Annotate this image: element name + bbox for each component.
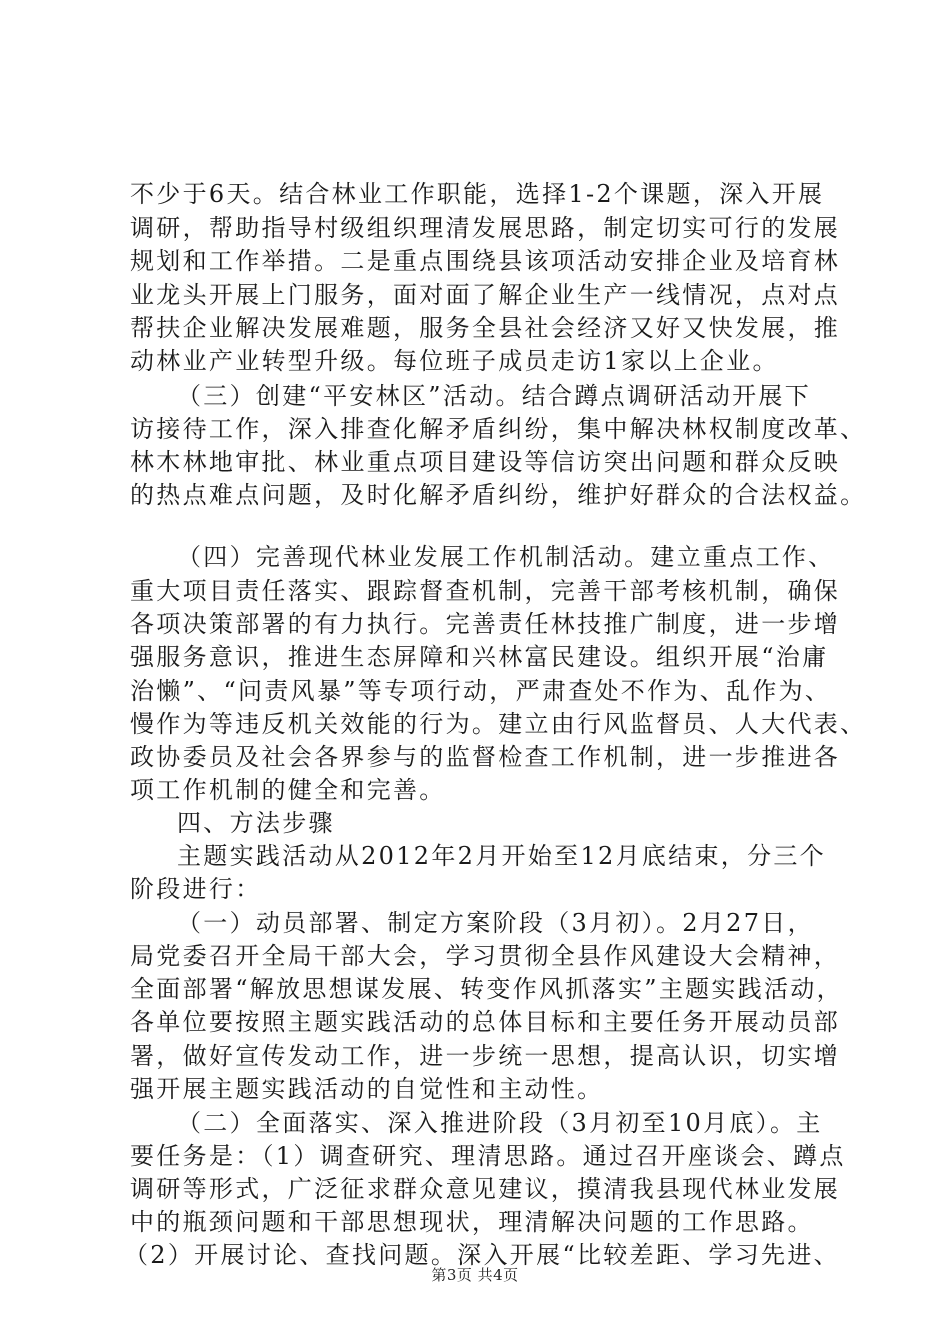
text-line: 强开展主题实践活动的自觉性和主动性。 (130, 1075, 604, 1103)
text-line: 要任务是：（1）调查研究、理清思路。通过召开座谈会、蹲点 (130, 1142, 846, 1170)
text-line: 阶段进行： (130, 875, 262, 903)
text-line: 中的瓶颈问题和干部思想现状，理清解决问题的工作思路。 (130, 1208, 814, 1236)
text-line: 重大项目责任落实、跟踪督查机制，完善干部考核机制，确保 (130, 577, 841, 605)
section-heading-4: （四）完善现代林业发展工作机制活动。建立重点工作、 (177, 543, 835, 571)
section-heading-methods: 四、方法步骤 (177, 809, 335, 837)
text-line: 不少于6天。结合林业工作职能，选择1-2个课题，深入开展 (130, 180, 825, 208)
text-line: 项工作机制的健全和完善。 (130, 776, 446, 804)
text-line: 调研等形式，广泛征求群众意见建议，摸清我县现代林业发展 (130, 1175, 841, 1203)
text-line: 的热点难点问题，及时化解矛盾纠纷，维护好群众的合法权益。 (130, 481, 867, 509)
section-heading-stage-1: （一）动员部署、制定方案阶段（3月初）。2月27日， (177, 909, 814, 937)
text-line: 各项决策部署的有力执行。完善责任林技推广制度，进一步增 (130, 610, 841, 638)
text-line: 局党委召开全局干部大会，学习贯彻全县作风建设大会精神， (130, 942, 841, 970)
text-line: 署，做好宣传发动工作，进一步统一思想，提高认识，切实增 (130, 1042, 841, 1070)
text-line: 业龙头开展上门服务，面对面了解企业生产一线情况，点对点 (130, 281, 841, 309)
text-line: 政协委员及社会各界参与的监督检查工作机制，进一步推进各 (130, 743, 841, 771)
section-heading-stage-2: （二）全面落实、深入推进阶段（3月初至10月底）。主 (177, 1109, 823, 1137)
text-line: 强服务意识，推进生态屏障和兴林富民建设。组织开展“治庸 (130, 643, 829, 671)
text-line: 慢作为等违反机关效能的行为。建立由行风监督员、人大代表、 (130, 710, 867, 738)
text-line: 治懒”、“问责风暴”等专项行动，严肃查处不作为、乱作为、 (130, 677, 832, 705)
text-line: 各单位要按照主题实践活动的总体目标和主要任务开展动员部 (130, 1008, 841, 1036)
text-line: 帮扶企业解决发展难题，服务全县社会经济又好又快发展，推 (130, 314, 841, 342)
text-line: 访接待工作，深入排查化解矛盾纠纷，集中解决林权制度改革、 (130, 415, 867, 443)
text-line: 主题实践活动从2012年2月开始至12月底结束，分三个 (177, 842, 826, 870)
text-line: 全面部署“解放思想谋发展、转变作风抓落实”主题实践活动， (130, 975, 843, 1003)
text-line: 林木林地审批、林业重点项目建设等信访突出问题和群众反映 (130, 448, 841, 476)
page-number-footer: 第3页 共4页 (431, 1266, 519, 1284)
text-line: 动林业产业转型升级。每位班子成员走访1家以上企业。 (130, 347, 779, 375)
text-line: 调研，帮助指导村级组织理清发展思路，制定切实可行的发展 (130, 214, 841, 242)
text-line: 规划和工作举措。二是重点围绕县该项活动安排企业及培育林 (130, 247, 841, 275)
text-line: （2）开展讨论、查找问题。深入开展“比较差距、学习先进、 (124, 1241, 840, 1269)
section-heading-3: （三）创建“平安林区”活动。结合蹲点调研活动开展下 (177, 382, 812, 410)
